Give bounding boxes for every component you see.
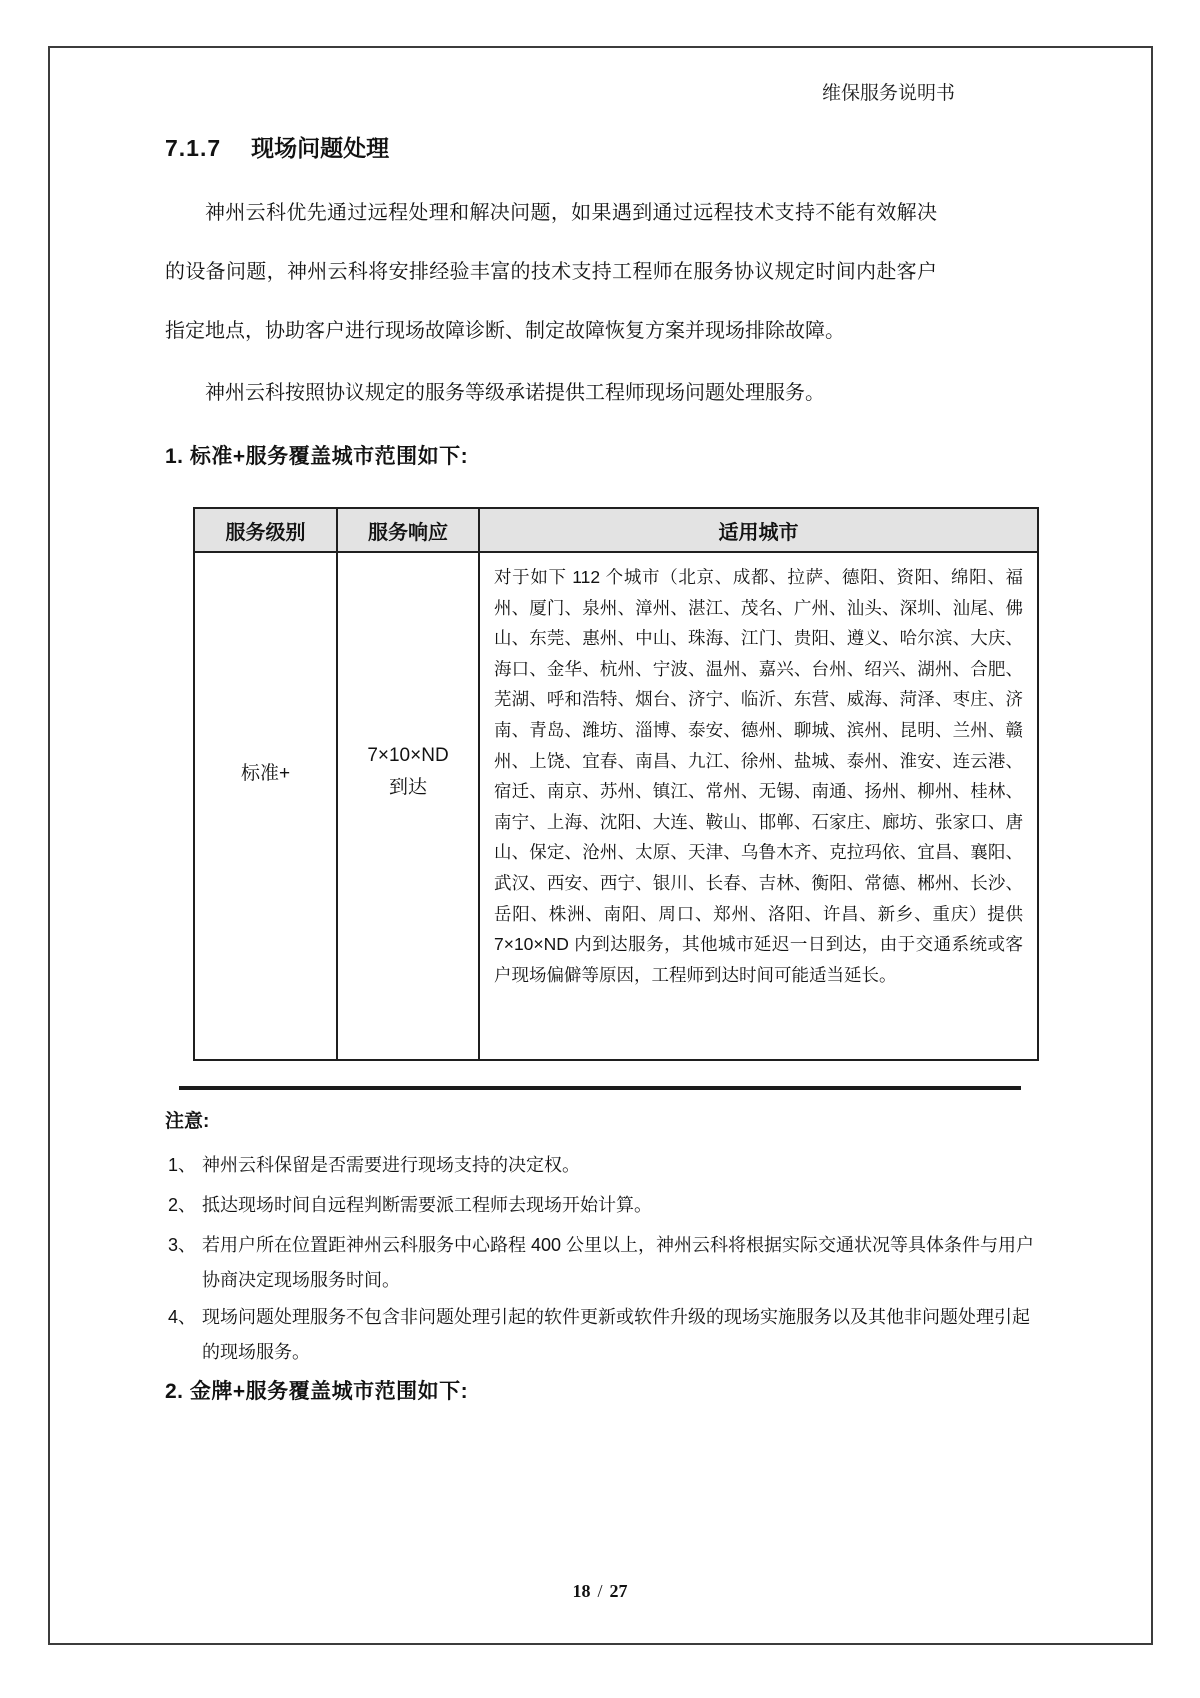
notes-label: 注意: xyxy=(165,1111,210,1132)
page-number-separator: / xyxy=(597,1581,603,1601)
note-item xyxy=(168,1228,1042,1298)
note-text: 现场问题处理服务不包含非问题处理引起的软件更新或软件升级的现场实施服务以及其他非问题处理引起的现场服务。 xyxy=(202,1307,1030,1362)
response-arrival: 到达 xyxy=(388,776,427,798)
page-number-total: 27 xyxy=(609,1581,628,1601)
table-header-row xyxy=(194,508,1038,552)
body-paragraph: 神州云科优先通过远程处理和解决问题，如果遇到通过远程技术支持不能有效解决的设备问题，神州云科将安排经验丰富的技术支持工程师在服务协议规定时间内赴客户指定地点，协助客户进行现场故障诊断、制定故障恢复方案并现场排除故障。 xyxy=(165,202,937,342)
divider-rule xyxy=(179,1086,1021,1090)
table-header-service-response: 服务响应 xyxy=(337,508,479,552)
service-coverage-table xyxy=(193,507,1039,1061)
note-number: 1、 xyxy=(168,1155,197,1175)
response-time: 7×10×ND xyxy=(367,744,449,766)
service-response-cell xyxy=(337,552,479,1060)
note-text: 神州云科保留是否需要进行现场支持的决定权。 xyxy=(202,1155,580,1175)
note-text: 抵达现场时间自远程判断需要派工程师去现场开始计算。 xyxy=(202,1195,652,1215)
page-footer xyxy=(0,1581,1200,1602)
note-item xyxy=(168,1300,1042,1370)
note-item xyxy=(168,1188,1042,1223)
list-heading-gold: 2. 金牌+服务覆盖城市范围如下: xyxy=(165,1380,469,1403)
note-text: 若用户所在位置距神州云科服务中心路程 400 公里以上，神州云科将根据实际交通状况等具体条件与用户协商决定现场服务时间。 xyxy=(202,1235,1035,1290)
section-title: 现场问题处理 xyxy=(251,135,390,161)
section-heading xyxy=(165,130,389,163)
service-level-cell: 标准+ xyxy=(194,552,337,1060)
list-heading-standard: 1. 标准+服务覆盖城市范围如下: xyxy=(165,445,469,468)
body-paragraph: 神州云科按照协议规定的服务等级承诺提供工程师现场问题处理服务。 xyxy=(205,382,825,404)
cities-cell: 对于如下 112 个城市（北京、成都、拉萨、德阳、资阳、绵阳、福州、厦门、泉州、漳州、湛江、茂名、广州、汕头、深圳、汕尾、佛山、东莞、惠州、中山、珠海、江门、贵阳、遵义、哈尔滨、大庆、海口、金华、杭州、宁波、温州、嘉兴、台州、绍兴、湖州、合肥、芜湖、呼和浩特、烟台、济宁、临沂、东营、威海、菏泽、枣庄、济南、青岛、潍坊、淄博、泰安、德州、聊城、滨州、昆明、兰州、赣州、上饶、宜春、南昌、九江、徐州、盐城、泰州、淮安、连云港、宿迁、南京、苏州、镇江、常州、无锡、南通、扬州、柳州、桂林、南宁、上海、沈阳、大连、鞍山、邯郸、石家庄、廊坊、张家口、唐山、保定、沧州、太原、天津、乌鲁木齐、克拉玛依、宜昌、襄阳、武汉、西安、西宁、银川、长春、吉林、衡阳、常德、郴州、长沙、岳阳、株洲、南阳、周口、郑州、洛阳、许昌、新乡、重庆）提供 7×10×ND 内到达服务，其他城市延迟一日到达，由于交通系统或客户现场偏僻等原因，工程师到达时间可能适当延长。 xyxy=(479,552,1038,1060)
table-header-service-level: 服务级别 xyxy=(194,508,337,552)
doc-header-title: 维保服务说明书 xyxy=(821,83,955,104)
section-number: 7.1.7 xyxy=(165,135,222,161)
note-number: 3、 xyxy=(168,1235,197,1255)
table-header-applicable-cities: 适用城市 xyxy=(479,508,1038,552)
table-row xyxy=(194,552,1038,1060)
note-number: 4、 xyxy=(168,1307,197,1327)
note-item xyxy=(168,1148,1042,1183)
page-number-current: 18 xyxy=(572,1581,591,1601)
note-number: 2、 xyxy=(168,1195,197,1215)
